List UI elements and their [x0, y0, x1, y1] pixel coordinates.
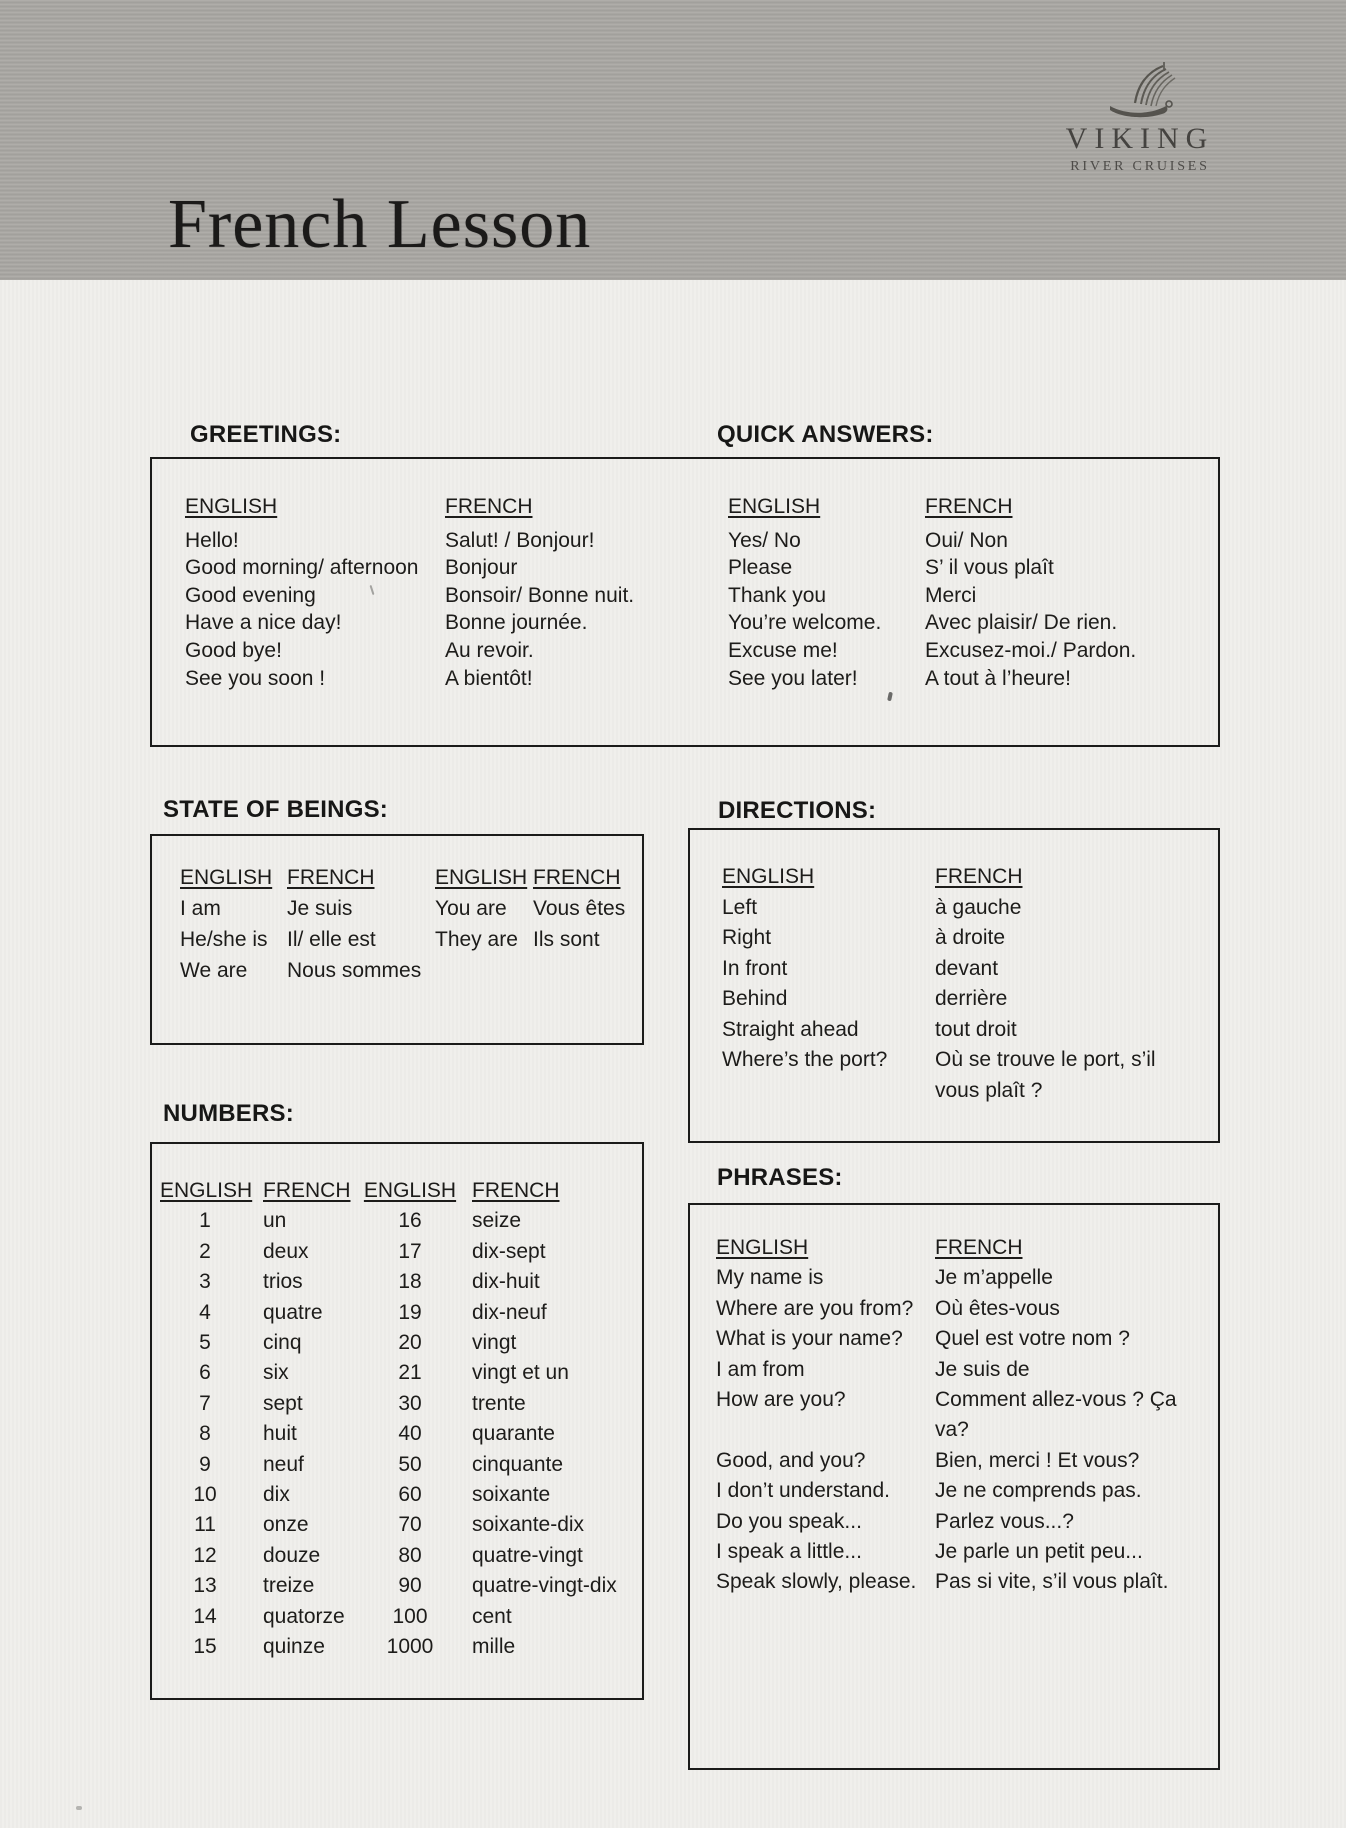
number-value: 3 [199, 1270, 211, 1294]
french-number: quatorze [263, 1604, 345, 1628]
french-term: Je m’appelle [935, 1266, 1053, 1290]
french-number: huit [263, 1422, 297, 1446]
column-header-english: ENGLISH [722, 865, 815, 888]
french-number: dix-sept [472, 1239, 546, 1263]
scan-artifact [76, 1806, 82, 1810]
french-number: six [263, 1361, 289, 1385]
french-number: quarante [472, 1422, 555, 1446]
french-term: Il/ elle est [287, 928, 376, 951]
french-number: trios [263, 1270, 303, 1294]
column-header-english: ENGLISH [363, 1179, 457, 1202]
column-header-french: FRENCH [925, 495, 1013, 518]
number-value: 90 [398, 1574, 422, 1598]
numbers-heading: NUMBERS: [163, 1100, 294, 1127]
french-term: à gauche [935, 895, 1022, 919]
french-term: A bientôt! [445, 666, 533, 690]
french-term: Quel est votre nom ? [935, 1327, 1130, 1351]
french-number: quinze [263, 1635, 325, 1659]
directions-table [722, 862, 1208, 1106]
phrases-table [716, 1233, 1212, 1598]
english-term [435, 955, 533, 986]
french-term: Salut! / Bonjour! [445, 528, 595, 552]
english-term: You are [435, 897, 507, 920]
english-term: You’re welcome. [728, 611, 882, 635]
number-value: 12 [193, 1543, 217, 1567]
viking-ship-icon [1040, 62, 1240, 120]
french-term: Excusez-moi./ Pardon. [925, 638, 1137, 662]
french-number: soixante [472, 1483, 551, 1507]
number-value: 6 [199, 1361, 211, 1385]
french-term: Comment allez-vous ? Ça va? [935, 1388, 1177, 1442]
french-number: vingt et un [472, 1361, 569, 1385]
french-term [533, 955, 632, 986]
number-value: 8 [199, 1422, 211, 1446]
number-value: 13 [193, 1574, 217, 1598]
english-term: Good bye! [185, 638, 282, 662]
number-value: 70 [398, 1513, 422, 1537]
french-number: cent [472, 1604, 512, 1628]
english-term: I am from [716, 1357, 805, 1381]
french-term: Avec plaisir/ De rien. [925, 611, 1118, 635]
french-number: trente [472, 1391, 526, 1415]
number-value: 60 [398, 1483, 422, 1507]
french-number: douze [263, 1543, 321, 1567]
english-term: Good, and you? [716, 1448, 866, 1472]
column-header-english: ENGLISH [180, 866, 273, 889]
number-value: 11 [194, 1513, 216, 1537]
english-term: See you later! [728, 666, 858, 690]
english-term: Thank you [728, 583, 827, 607]
french-term: Je suis [287, 897, 353, 920]
french-term: derrière [935, 987, 1008, 1010]
column-header-english: ENGLISH [716, 1236, 809, 1259]
number-value: 2 [199, 1239, 211, 1263]
french-term: Bonsoir/ Bonne nuit. [445, 583, 635, 607]
french-term: Je suis de [935, 1357, 1030, 1381]
english-term: In front [722, 956, 788, 980]
number-value: 17 [398, 1239, 422, 1263]
french-number: neuf [263, 1452, 304, 1476]
quick-answers-table [728, 493, 1208, 692]
french-number: sept [263, 1391, 303, 1415]
english-term: My name is [716, 1266, 824, 1290]
phrases-heading: PHRASES: [717, 1164, 843, 1191]
logo-subtitle: RIVER CRUISES [1070, 159, 1210, 174]
french-term: Oui/ Non [925, 528, 1008, 552]
english-term: Do you speak... [716, 1509, 862, 1533]
french-number: quatre-vingt [472, 1543, 583, 1567]
column-header-french: FRENCH [472, 1179, 560, 1202]
french-term: Bonne journée. [445, 611, 588, 635]
french-number: dix-huit [472, 1270, 540, 1294]
french-number: un [263, 1209, 287, 1233]
french-term: à droite [935, 926, 1006, 949]
english-term: Right [722, 926, 772, 949]
number-value: 50 [398, 1452, 422, 1476]
number-value: 20 [398, 1331, 422, 1355]
french-term: Merci [925, 583, 977, 607]
column-header-english: ENGLISH [728, 495, 821, 518]
column-header-english: ENGLISH [435, 866, 528, 889]
page-title: French Lesson [168, 186, 592, 263]
english-term: Straight ahead [722, 1017, 859, 1041]
number-value: 30 [398, 1391, 422, 1415]
french-term: Nous sommes [287, 959, 422, 982]
french-number: vingt [472, 1331, 517, 1355]
french-term: Vous êtes [533, 897, 626, 920]
english-term: We are [180, 959, 248, 982]
quick-answers-heading: QUICK ANSWERS: [717, 421, 934, 448]
english-term: Please [728, 556, 793, 580]
english-term: They are [435, 928, 518, 951]
number-value: 1000 [386, 1635, 434, 1659]
english-term: Hello! [185, 528, 239, 552]
number-value: 1 [199, 1209, 211, 1233]
column-header-french: FRENCH [935, 865, 1023, 888]
number-value: 19 [398, 1300, 422, 1324]
french-term: Je ne comprends pas. [935, 1479, 1142, 1503]
french-number: quatre [263, 1300, 323, 1324]
french-term: Où se trouve le port, s’il vous plaît ? [935, 1048, 1156, 1102]
french-number: seize [472, 1209, 522, 1233]
english-term: I speak a little... [716, 1540, 862, 1564]
french-term: tout droit [935, 1017, 1017, 1041]
english-term: I am [180, 897, 221, 920]
english-term: Left [722, 895, 758, 919]
french-number: mille [472, 1635, 516, 1659]
english-term: Where’s the port? [722, 1048, 888, 1071]
column-header-french: FRENCH [287, 866, 375, 889]
viking-river-cruises-logo [1040, 62, 1240, 175]
number-value: 5 [199, 1331, 211, 1355]
greetings-heading: GREETINGS: [190, 421, 342, 448]
english-term: He/she is [180, 928, 268, 951]
column-header-french: FRENCH [533, 866, 621, 889]
french-term: S’ il vous plaît [925, 556, 1054, 580]
french-number: soixante-dix [472, 1513, 585, 1537]
english-term: What is your name? [716, 1327, 903, 1351]
column-header-french: FRENCH [935, 1236, 1023, 1259]
number-value: 80 [398, 1543, 422, 1567]
number-value: 4 [199, 1300, 211, 1324]
column-header-english: ENGLISH [160, 1179, 253, 1202]
french-term: Je parle un petit peu... [935, 1540, 1143, 1564]
english-term: Have a nice day! [185, 611, 342, 635]
french-number: dix-neuf [472, 1300, 547, 1324]
french-term: Au revoir. [445, 638, 534, 662]
number-value: 16 [398, 1209, 422, 1233]
state-of-beings-heading: STATE OF BEINGS: [163, 796, 388, 823]
number-value: 15 [193, 1635, 217, 1659]
english-term: Yes/ No [728, 528, 801, 552]
number-value: 7 [199, 1391, 211, 1415]
english-term: Excuse me! [728, 638, 838, 662]
english-term: See you soon ! [185, 666, 326, 690]
french-term: devant [935, 956, 999, 980]
french-number: cinquante [472, 1452, 564, 1476]
state-of-beings-table [180, 862, 632, 986]
column-header-french: FRENCH [263, 1179, 351, 1202]
english-term: Good morning/ afternoon [185, 556, 419, 580]
english-term: Where are you from? [716, 1296, 914, 1320]
french-term: Parlez vous...? [935, 1509, 1074, 1533]
numbers-table [160, 1176, 632, 1663]
french-term: Pas si vite, s’il vous plaît. [935, 1570, 1169, 1594]
french-term: Ils sont [533, 928, 600, 951]
french-number: quatre-vingt-dix [472, 1574, 617, 1598]
number-value: 10 [193, 1483, 217, 1507]
logo-wordmark: VIKING [1065, 122, 1215, 155]
column-header-english: ENGLISH [185, 495, 278, 518]
column-header-french: FRENCH [445, 495, 533, 518]
english-term: Speak slowly, please. [716, 1570, 917, 1594]
french-number: dix [263, 1483, 290, 1507]
number-value: 100 [392, 1604, 428, 1628]
number-value: 18 [398, 1270, 422, 1294]
french-number: onze [263, 1513, 309, 1537]
number-value: 40 [398, 1422, 422, 1446]
french-number: treize [263, 1574, 315, 1598]
number-value: 21 [398, 1361, 422, 1385]
header-band [0, 0, 1346, 280]
number-value: 9 [199, 1452, 211, 1476]
french-number: deux [263, 1239, 309, 1263]
english-term: I don’t understand. [716, 1479, 890, 1503]
french-term: Bien, merci ! Et vous? [935, 1448, 1140, 1472]
french-number: cinq [263, 1331, 302, 1355]
directions-heading: DIRECTIONS: [718, 797, 877, 824]
french-term: Bonjour [445, 556, 518, 580]
english-term: Good evening [185, 583, 316, 607]
english-term: How are you? [716, 1388, 846, 1412]
french-term: A tout à l’heure! [925, 666, 1071, 690]
number-value: 14 [193, 1604, 217, 1628]
greetings-table [185, 493, 705, 692]
french-term: Où êtes-vous [935, 1296, 1060, 1320]
english-term: Behind [722, 987, 788, 1010]
